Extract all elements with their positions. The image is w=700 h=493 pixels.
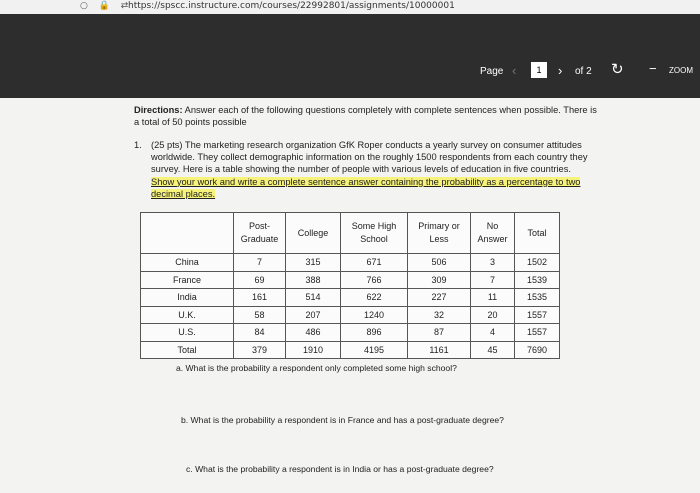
table-header-cell: Total xyxy=(515,213,560,254)
table-cell: 45 xyxy=(471,341,515,359)
table-header-row xyxy=(141,213,560,254)
table-cell: 20 xyxy=(471,306,515,324)
table-cell: 671 xyxy=(341,254,408,272)
table-row xyxy=(141,306,560,324)
table-cell: 207 xyxy=(286,306,341,324)
table-cell: China xyxy=(141,254,234,272)
table-row xyxy=(141,271,560,289)
table-cell: 1557 xyxy=(515,306,560,324)
table-cell: 7 xyxy=(471,271,515,289)
browser-url-bar[interactable] xyxy=(0,0,700,15)
table-total-row xyxy=(141,341,560,359)
table-row xyxy=(141,254,560,272)
table-header-cell: Some High School xyxy=(341,213,408,254)
question-1a: a. What is the probability a respondent only completed some high school? xyxy=(176,363,457,373)
table-cell: 315 xyxy=(286,254,341,272)
document-page xyxy=(0,98,700,493)
table-cell: 622 xyxy=(341,289,408,307)
table-cell: France xyxy=(141,271,234,289)
table-cell: 87 xyxy=(408,324,471,342)
table-cell: 1910 xyxy=(286,341,341,359)
table-cell: 7690 xyxy=(515,341,560,359)
tab-icons: ○ 🔒 ⇄ xyxy=(80,1,133,11)
zoom-out-icon[interactable]: − xyxy=(649,61,657,76)
question-1-body: (25 pts) The marketing research organization GfK Roper conducts a yearly survey on consumer attitudes worldwide. They collect demographic information on the roughly 1500 respondents from each country they survey. Here is a table showing the number of people with various levels of education in five countries. Show your work and write a complete sentence answer containing the probability as a percentage to two decimal places. xyxy=(151,140,588,199)
table-row xyxy=(141,289,560,307)
prev-page-icon[interactable]: ‹ xyxy=(512,63,517,78)
table-cell: Total xyxy=(141,341,234,359)
table-cell: 4195 xyxy=(341,341,408,359)
table-cell: 227 xyxy=(408,289,471,307)
question-1b: b. What is the probability a respondent is in France and has a post-graduate degree? xyxy=(181,415,504,425)
table-cell: 11 xyxy=(471,289,515,307)
next-page-icon[interactable]: › xyxy=(558,63,563,78)
table-cell: 388 xyxy=(286,271,341,289)
table-cell: 486 xyxy=(286,324,341,342)
education-table xyxy=(140,212,560,359)
question-1c: c. What is the probability a respondent is in India or has a post-graduate degree? xyxy=(186,464,494,474)
table-cell: 506 xyxy=(408,254,471,272)
table-cell: U.K. xyxy=(141,306,234,324)
table-cell: U.S. xyxy=(141,324,234,342)
rotate-icon[interactable]: ↻ xyxy=(611,61,624,78)
table-cell: 1502 xyxy=(515,254,560,272)
table-header-cell: Primary or Less xyxy=(408,213,471,254)
table-cell: 1161 xyxy=(408,341,471,359)
table-header-cell xyxy=(141,213,234,254)
table-cell: 3 xyxy=(471,254,515,272)
table-cell: 7 xyxy=(234,254,286,272)
table-cell: 1557 xyxy=(515,324,560,342)
table-header-cell: No Answer xyxy=(471,213,515,254)
table-cell: 1535 xyxy=(515,289,560,307)
directions-text: Directions: Answer each of the following questions completely with complete sentences when possible. There is a total of 50 points possible xyxy=(134,105,597,127)
table-cell: 161 xyxy=(234,289,286,307)
table-cell: 1240 xyxy=(341,306,408,324)
table-cell: 4 xyxy=(471,324,515,342)
page-count-label: of 2 xyxy=(575,66,592,77)
zoom-label[interactable]: ZOOM xyxy=(669,66,693,75)
table-cell: 379 xyxy=(234,341,286,359)
table-cell: 896 xyxy=(341,324,408,342)
table-row xyxy=(141,324,560,342)
highlighted-instruction: Show your work and write a complete sentence answer containing the probability as a percentage to two decimal places. xyxy=(151,176,581,199)
table-cell: 84 xyxy=(234,324,286,342)
question-number: 1. xyxy=(134,140,142,150)
table-cell: 309 xyxy=(408,271,471,289)
table-cell: 32 xyxy=(408,306,471,324)
table-cell: 514 xyxy=(286,289,341,307)
table-header-cell: College xyxy=(286,213,341,254)
directions-label: Directions: xyxy=(134,105,183,115)
table-cell: 69 xyxy=(234,271,286,289)
table-cell: 1539 xyxy=(515,271,560,289)
table-cell: 58 xyxy=(234,306,286,324)
table-header-cell: Post-Graduate xyxy=(234,213,286,254)
page-number-input[interactable]: 1 xyxy=(531,62,547,78)
table-cell: India xyxy=(141,289,234,307)
page-label: Page xyxy=(480,66,504,77)
table-cell: 766 xyxy=(341,271,408,289)
pdf-toolbar xyxy=(0,14,700,98)
url-text[interactable]: https://spscc.instructure.com/courses/22992801/assignments/10000001 xyxy=(128,1,455,11)
